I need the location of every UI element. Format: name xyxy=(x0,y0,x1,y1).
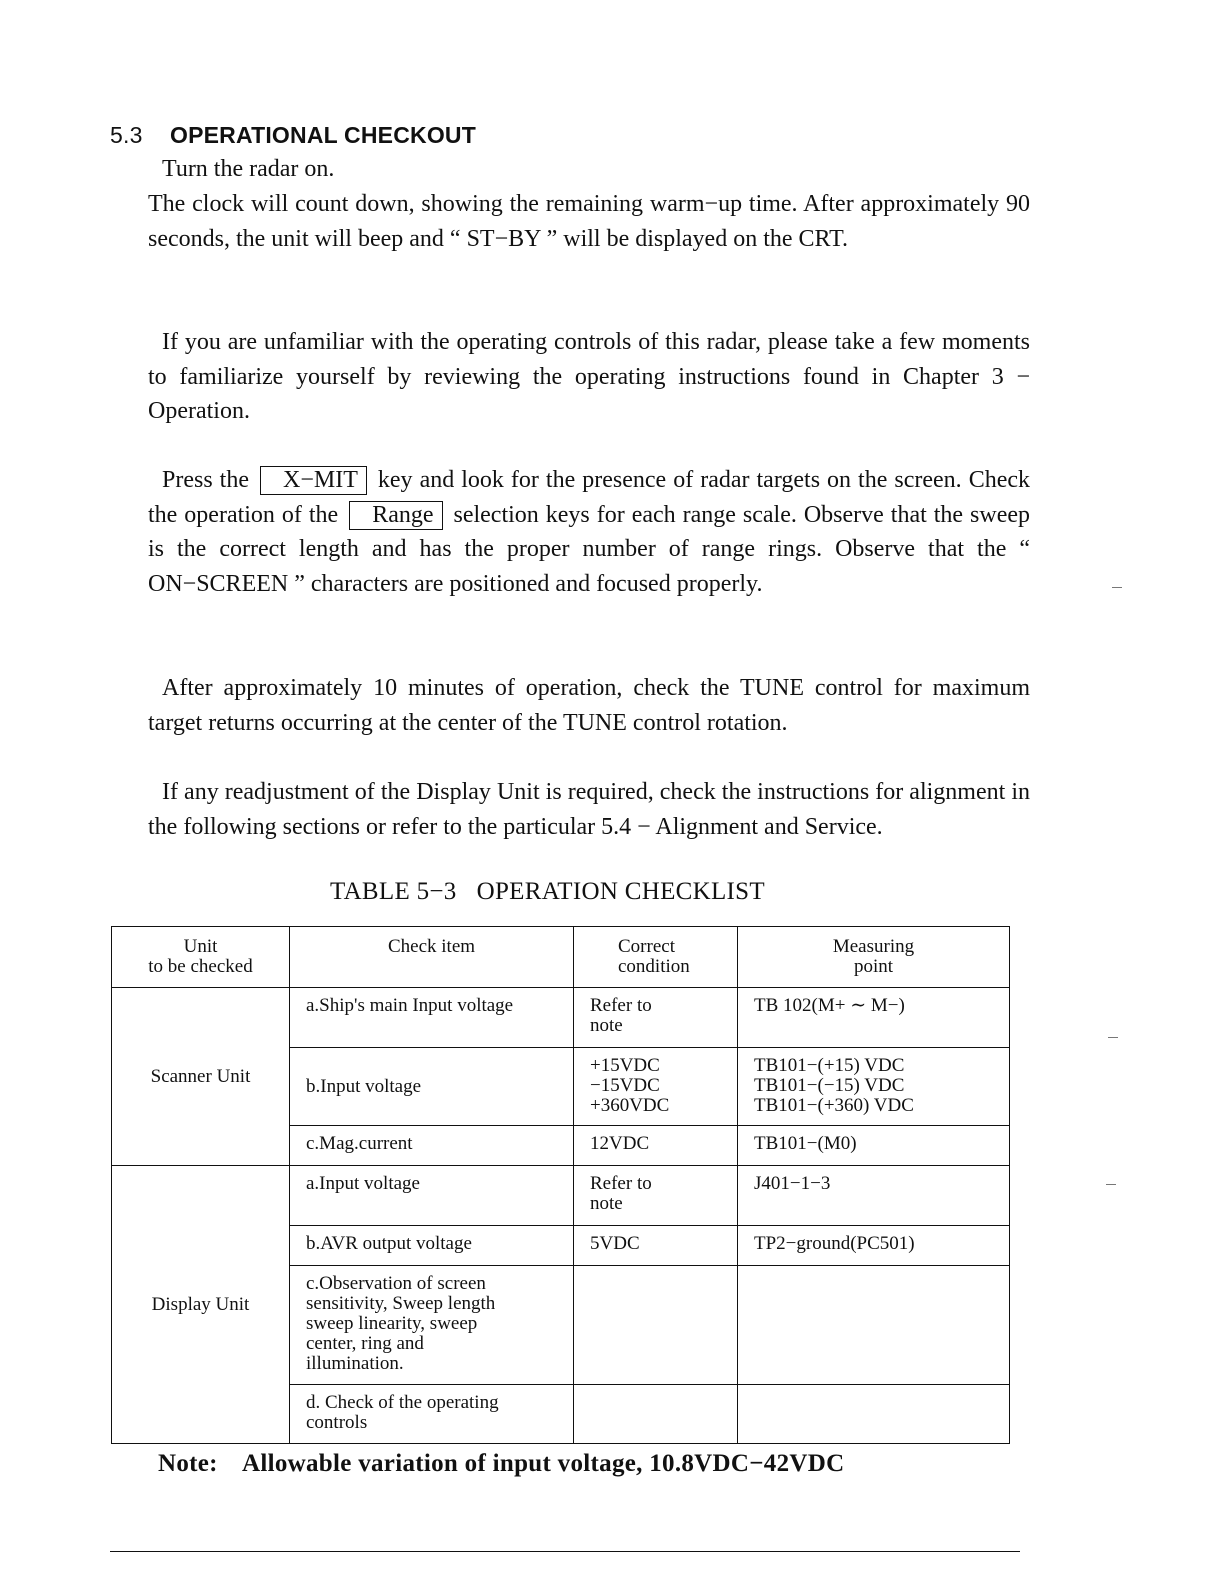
table-header-row xyxy=(112,927,1010,988)
check-item: b.AVR output voltage xyxy=(290,1226,574,1266)
header-check-item: Check item xyxy=(290,927,574,988)
measuring-point: TB101−(+15) VDC TB101−(−15) VDC TB101−(+360) VDC xyxy=(738,1048,1010,1126)
measuring-point: TB 102(M+ ∼ M−) xyxy=(738,988,1010,1048)
measuring-point: TP2−ground(PC501) xyxy=(738,1226,1010,1266)
paragraph-turn-on: Turn the radar on. xyxy=(162,156,335,182)
paragraph-text: key and look for the presence of radar targets on the screen. Check the operation of the xyxy=(148,467,1031,528)
correct-condition: Refer to note xyxy=(574,988,738,1048)
table-title xyxy=(330,878,765,906)
paragraph-readjustment: If any readjustment of the Display Unit is required, check the instructions for alignment in the following sections or refer to the particular 5.4 − Alignment and Service. xyxy=(148,779,1030,840)
table-number: TABLE 5−3 xyxy=(330,878,457,905)
correct-condition xyxy=(574,1266,738,1385)
check-item: a.Ship's main Input voltage xyxy=(290,988,574,1048)
paragraph-text: Press the xyxy=(162,467,250,493)
paragraph-text: selection keys for each range scale. Observe that the sweep is the correct length and has the proper number of range rings. Observe that the “ ON−SCREEN ” characters are positioned and focused properly. xyxy=(148,501,1031,597)
measuring-point xyxy=(738,1385,1010,1444)
correct-condition: 12VDC xyxy=(574,1126,738,1166)
check-item: b.Input voltage xyxy=(290,1048,574,1126)
correct-condition: Refer to note xyxy=(574,1166,738,1226)
section-title: OPERATIONAL CHECKOUT xyxy=(170,122,476,148)
paragraph-unfamiliar: If you are unfamiliar with the operating controls of this radar, please take a few moments to familiarize yourself by reviewing the operating instructions found in Chapter 3 − Operation. xyxy=(148,329,1030,424)
check-item: d. Check of the operating controls xyxy=(290,1385,574,1444)
note-label: Note: xyxy=(158,1450,218,1477)
margin-mark xyxy=(1112,587,1122,588)
measuring-point: J401−1−3 xyxy=(738,1166,1010,1226)
note-text: Allowable variation of input voltage, 10.8VDC−42VDC xyxy=(242,1450,845,1477)
xmit-key-label: X−MIT xyxy=(260,466,367,495)
paragraph-countdown: The clock will count down, showing the remaining warm−up time. After approximately 90 seconds, the unit will beep and “ ST−BY ” will be displayed on the CRT. xyxy=(148,191,1030,252)
correct-condition xyxy=(574,1385,738,1444)
paragraph-tune: After approximately 10 minutes of operation, check the TUNE control for maximum target returns occurring at the center of the TUNE control rotation. xyxy=(148,675,1030,736)
header-unit: Unit to be checked xyxy=(112,927,290,988)
correct-condition: +15VDC −15VDC +360VDC xyxy=(574,1048,738,1126)
measuring-point xyxy=(738,1266,1010,1385)
unit-scanner: Scanner Unit xyxy=(112,988,290,1166)
correct-condition: 5VDC xyxy=(574,1226,738,1266)
paragraph-xmit-check xyxy=(148,463,1030,601)
operation-checklist-table xyxy=(111,926,1010,1444)
section-heading xyxy=(110,122,476,149)
table-note xyxy=(158,1450,844,1478)
check-item: c.Mag.current xyxy=(290,1126,574,1166)
margin-mark xyxy=(1106,1184,1116,1185)
margin-mark xyxy=(1108,1037,1118,1038)
check-item: c.Observation of screen sensitivity, Sweep length sweep linearity, sweep center, ring and illumination. xyxy=(290,1266,574,1385)
table-row xyxy=(112,988,1010,1048)
check-item: a.Input voltage xyxy=(290,1166,574,1226)
range-key-label: Range xyxy=(349,501,442,530)
table-name: OPERATION CHECKLIST xyxy=(476,878,765,905)
unit-display: Display Unit xyxy=(112,1166,290,1444)
section-number: 5.3 xyxy=(110,122,143,148)
measuring-point: TB101−(M0) xyxy=(738,1126,1010,1166)
header-measuring-point: Measuring point xyxy=(738,927,1010,988)
header-correct-condition: Correct condition xyxy=(574,927,738,988)
footer-rule xyxy=(110,1551,1020,1552)
table-row xyxy=(112,1166,1010,1226)
